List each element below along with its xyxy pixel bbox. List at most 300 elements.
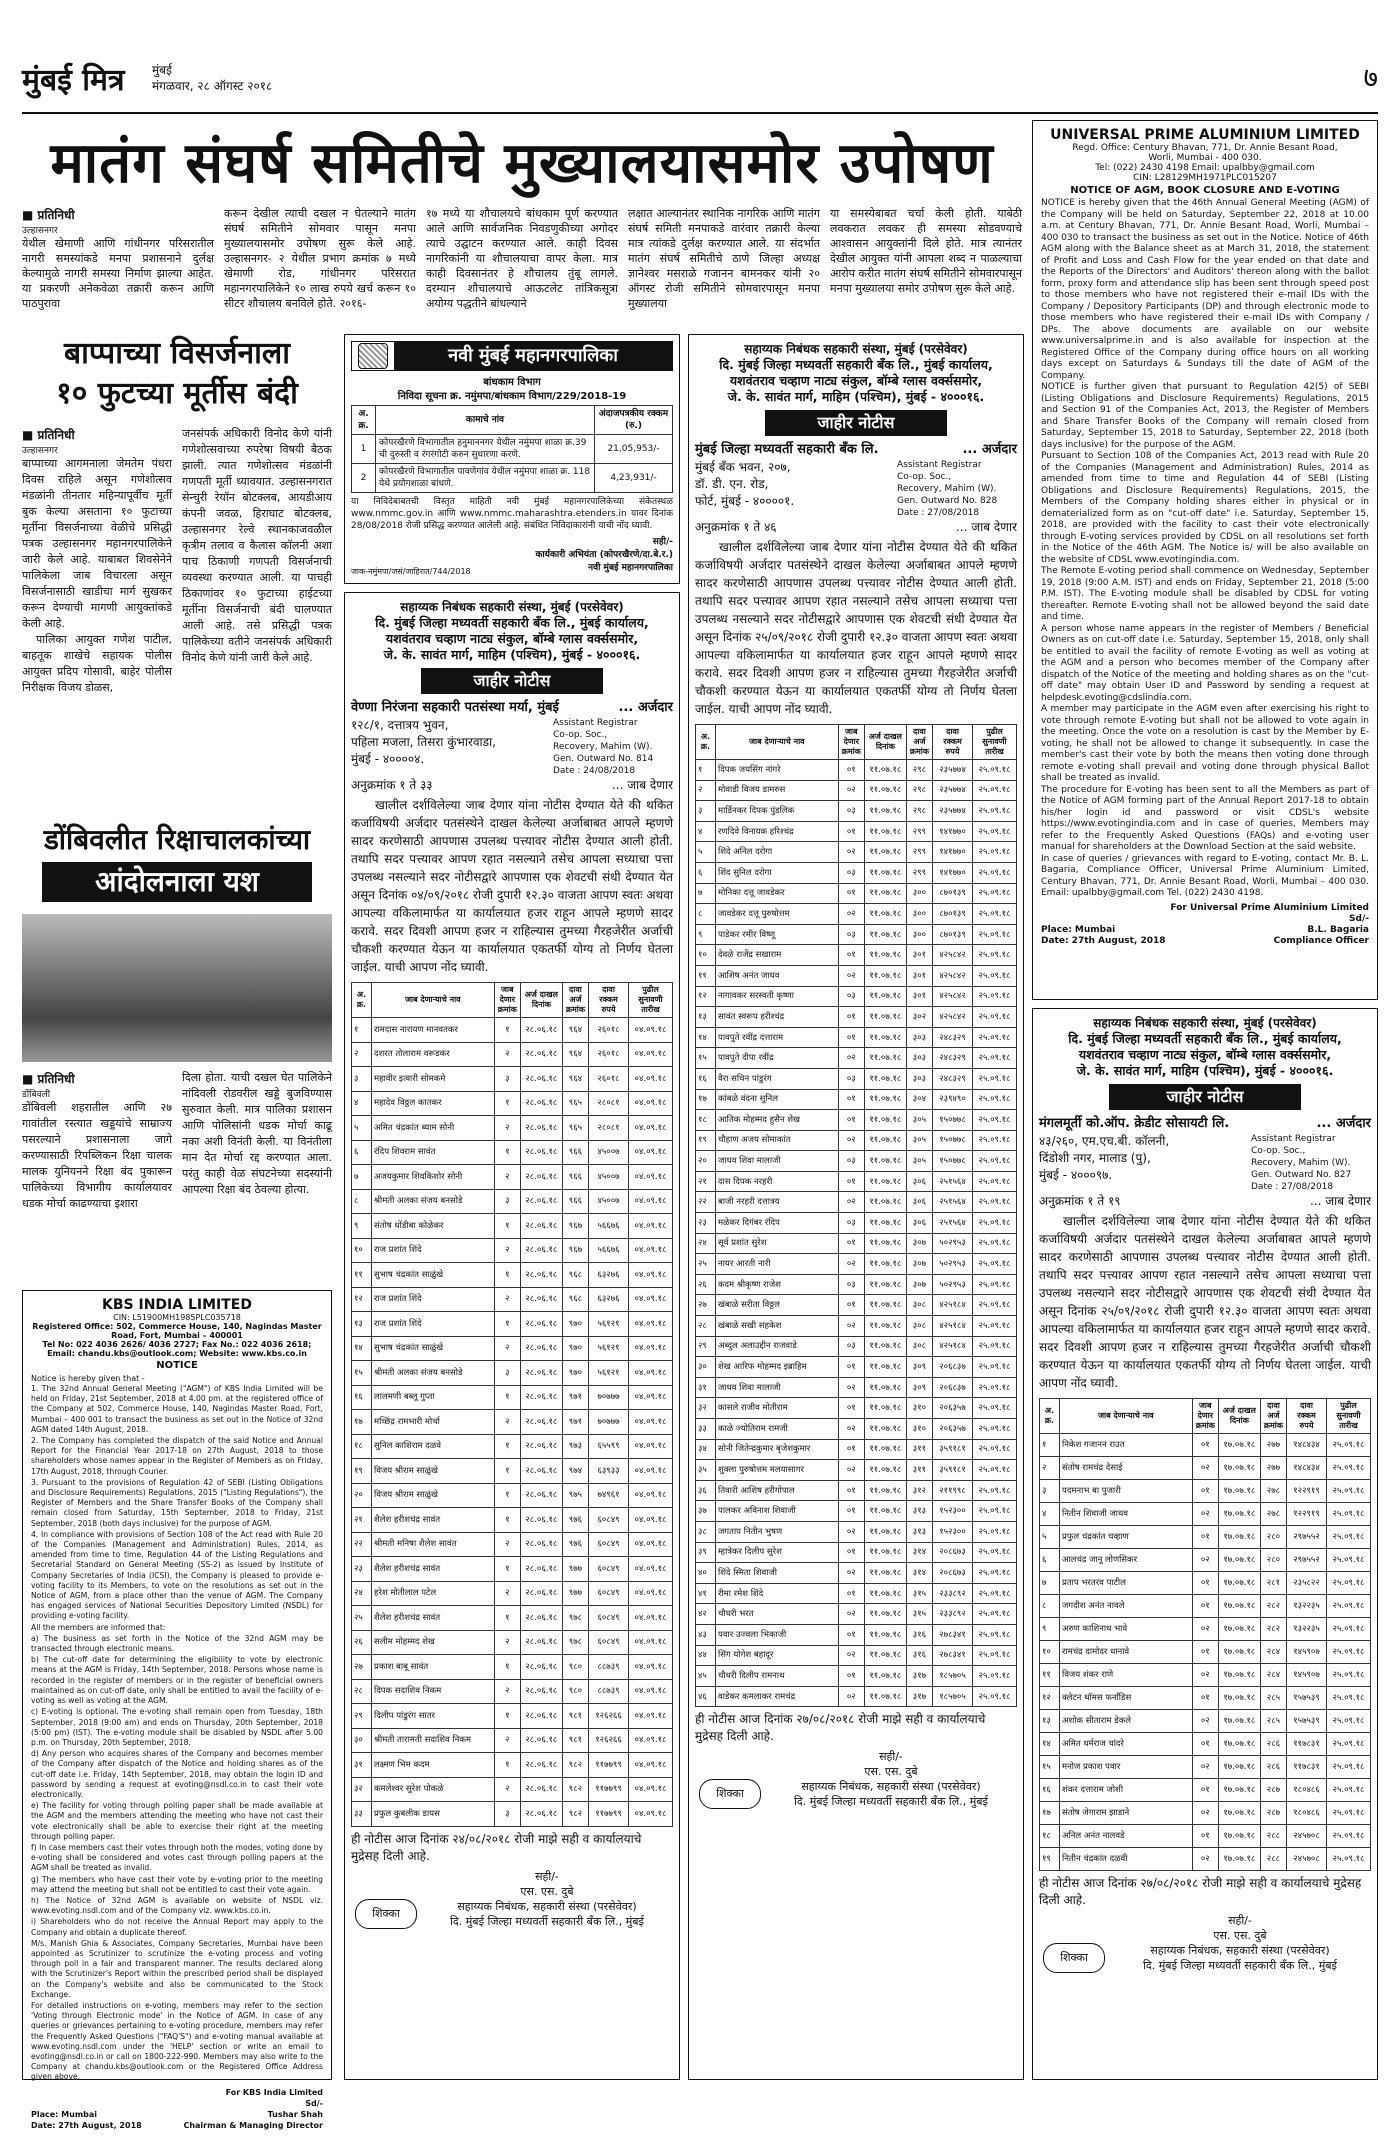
table-row — [696, 1645, 1017, 1666]
notice2-cell: ३०७ — [906, 1274, 932, 1295]
kbs-title: KBS INDIA LIMITED — [102, 1297, 252, 1313]
table-row — [696, 986, 1017, 1007]
notice1-cell: ३३ — [352, 1802, 372, 1827]
notice3-addr-line: मुंबई - ४०००९७. — [1039, 1168, 1113, 1182]
notice1-cell: ०४.०९.१८ — [629, 1483, 673, 1508]
notice1-cell: २८.०६.१८ — [520, 1508, 562, 1533]
notice2-cell: दास दिपक नरहरी — [716, 1171, 839, 1192]
notice3-info-line: Recovery, Mahim (W). — [1251, 1158, 1351, 1168]
table-row — [352, 1753, 673, 1778]
notice2-cell: १४१७७० — [933, 821, 973, 842]
notice1-cell: ९६७ — [562, 1238, 588, 1263]
notice3-cell: ०१ — [1192, 1434, 1218, 1457]
notice2-cell: २९८ — [906, 780, 932, 801]
notice1-cell: २८.०६.१८ — [520, 1238, 562, 1263]
table-row — [696, 1398, 1017, 1419]
notice2-cell: ४२५८४२ — [933, 1007, 973, 1028]
nmmc-dept: बांधकाम विभाग — [483, 377, 541, 388]
notice2-cell: अब्दुल अलाउद्दीन राजवाडे — [716, 1336, 839, 1357]
notice1-cell: २७ — [352, 1655, 372, 1680]
upal-para-8: In case of queries / grievances with regard to E-voting, contact Mr. B. L. Bagaria, Compliance Officer, Universal Prime Aluminium Limited, Century Bhavan, 771, Dr. Annie Besant Road, Worli, Mumbai – 400 030. Email: upalbby@gmail.com Tel. (022) 2430 4198. — [1041, 853, 1369, 898]
notice3-cell: ०१ — [1192, 1480, 1218, 1503]
notice1-cell: १ — [352, 1018, 372, 1043]
table-row — [352, 1802, 673, 1827]
notice1-paragraph: खालील दर्शविलेल्या जाब देणार यांना नोटीस देण्यात येते की थकित कर्जाविषयी अर्जदार पतसंस्थेने दाखल केलेल्या अर्जाबाबत आपले म्हणणे सादर करणेसाठी आपणास उपलब्ध पत्त्यावर नोटीस देण्यात आली होती. तथापि सदर पत्त्यावर आपण रहात नसल्याने तसेच आपला सध्याचा पत्ता उपलब्ध नसल्याने सदर नोटीसद्वारे आपणास एक शेवटची संधी देण्यात येत असून दिनांक ०४/०९/२०१८ रोजी दुपारी १२.३० वाजता आपण स्वतः अथवा आपल्या वकिलामार्फत या कार्यालयात हजर राहून आपले म्हणणे सादर करावे. सदर दिवशी आपण हजर न राहिल्यास तुमच्या गैरहजेरीत अर्जाची चौकशी करण्यात येऊन या कार्यालयात एकतर्फी योग्य तो निर्णय घेतला जाईल. याची आपण नोंद घ्यावी. — [351, 798, 673, 974]
notice3-cell: ०२ — [1192, 1618, 1218, 1641]
notice2-cell: २५.०९.१८ — [973, 1398, 1017, 1419]
notice2-cell: ११.०७.१८ — [864, 1480, 906, 1501]
notice2-cell: ०३ — [838, 1151, 864, 1172]
notice1-cell: २ — [494, 1238, 520, 1263]
notice3-th: जाब देणार क्रमांक — [1192, 1399, 1218, 1434]
notice2-cell: १० — [696, 945, 716, 966]
notice1-cell: १२ — [352, 1287, 372, 1312]
notice1-addr-line: १२८/१, दत्तात्रय भुवन, — [351, 718, 449, 732]
notice2-addr-line: डॉ. डी. एन. रोड, — [695, 477, 769, 491]
notice3-cell: १४८४३४ — [1287, 1434, 1327, 1457]
table-row — [696, 1171, 1017, 1192]
notice1-cell: ०४.०९.१८ — [629, 1410, 673, 1435]
notice3-seal-stamp: शिक्का — [1043, 1943, 1105, 1973]
notice1-cell: ११७७९९ — [589, 1777, 629, 1802]
notice3-cell: विजय शंकर राणे — [1060, 1664, 1193, 1687]
notice1-cell: २ — [494, 1777, 520, 1802]
notice1-cell: १ — [494, 1214, 520, 1239]
notice1-cell: सुभाष चंद्रकांत साळुंखे — [372, 1336, 495, 1361]
notice2-cell: २५.०९.१८ — [973, 1439, 1017, 1460]
notice2-cell: चौहाण अजय सोमाकांत — [716, 1130, 839, 1151]
notice1-cell: ९६५ — [562, 1116, 588, 1141]
notice2-sign-line: सहाय्यक निबंधक, सहकारी संस्था (परसेवेवर) — [801, 1780, 981, 1794]
notice2-cell: ३१२ — [906, 1480, 932, 1501]
public-notice-3 — [1032, 1008, 1378, 2080]
notice1-cell: २ — [494, 1410, 520, 1435]
nmmc-sign-3: नवी मुंबई महानगरपालिका — [588, 563, 673, 573]
notice1-cell: महादेव विठ्ठल कातकर — [372, 1091, 495, 1116]
notice3-cell: १९ — [1040, 1848, 1060, 1871]
notice2-cell: ०३ — [838, 986, 864, 1007]
notice3-cell: २८७ — [1260, 1802, 1286, 1825]
notice2-cell: ३१४ — [906, 1563, 932, 1584]
notice2-cell: ०१ — [838, 1295, 864, 1316]
notice2-cell: ११.०७.१८ — [864, 1645, 906, 1666]
notice2-cell: १५०७७८ — [933, 1110, 973, 1131]
table-row — [696, 1233, 1017, 1254]
notice2-cell: नायर आरती नारी — [716, 1254, 839, 1275]
kbs-item: M/s. Manish Ghia & Associates, Company Secretaries, Mumbai have been appointed as Scrutinizer to scrutinize the e-voting process and voting through poll in a fair and transparent manner. The results declared along with the Scrutinizer's Report within the prescribed period shall be displayed on the Company's website and also be communicated to the Stock Exchange. — [31, 1938, 323, 1999]
notice2-cell: ११.०७.१८ — [864, 945, 906, 966]
notice2-header-3: यशवंतराव चव्हाण नाट्य संकुल, बॉम्बे ग्लास वर्क्ससमोर, — [729, 373, 983, 388]
notice1-cell: ६३२७६ — [589, 1263, 629, 1288]
notice2-body — [695, 341, 1017, 1829]
notice2-header-2: दि. मुंबई जिल्हा मध्यवर्ती सहकारी बँक लि., मुंबई कार्यालय, — [719, 357, 993, 372]
notice1-cell: ०४.०९.१८ — [629, 1287, 673, 1312]
kbs-item: i) Shareholders who do not receive the Annual Report may apply to the Company and obtain a duplicate thereof. — [31, 1917, 323, 1937]
notice2-cell: ३५ — [696, 1460, 716, 1481]
notice2-cell: २५.०९.१८ — [973, 1192, 1017, 1213]
notice2-cell: ३०५ — [906, 1151, 932, 1172]
notice1-cell: ११७७९९ — [589, 1753, 629, 1778]
notice1-sign-line: एस. एस. दुबे — [520, 1884, 574, 1898]
notice1-cell: ४ — [352, 1091, 372, 1116]
table-row — [352, 1238, 673, 1263]
notice1-cell: २८.०६.१८ — [520, 1214, 562, 1239]
notice1-cell: १ — [494, 1655, 520, 1680]
notice2-cell: २५.०९.१८ — [973, 760, 1017, 781]
notice1-cell: ९८१ — [562, 1728, 588, 1753]
notice3-cell: मनोज प्रकाश पवार — [1060, 1756, 1193, 1779]
notice2-sign-line: दि. मुंबई जिल्हा मध्यवर्ती सहकारी बँक लि., मुंबई — [794, 1795, 988, 1809]
notice1-cell: ६०८४९ — [589, 1508, 629, 1533]
notice3-cell: २५.०९.१८ — [1327, 1641, 1371, 1664]
notice3-cell: १२२९१९ — [1287, 1480, 1327, 1503]
notice2-cell: २५.०९.१८ — [973, 1316, 1017, 1337]
notice3-cell: २८४ — [1260, 1664, 1286, 1687]
upal-para-5: A person whose name appears in the register of Members / Beneficial Owners as on cut-off date i.e. Saturday, September 15, 2018, only shall be entitled to avail the facility of remote E-voting as well as voting at the AGM and a person who becomes member of the Company after dispatch of the Notice of the meeting and holding shares as on the "cut-off date" may obtain User ID and Password by sending a request at helpdesk.evoting@cdslindia.com. — [1041, 623, 1369, 703]
notice1-cell: २६०१८ — [589, 1067, 629, 1092]
notice3-cell: १७.०७.१८ — [1218, 1825, 1260, 1848]
notice2-cell: ३०० — [906, 904, 932, 925]
notice2-cell: ३११ — [906, 1460, 932, 1481]
notice3-cell: २५.०९.१८ — [1327, 1825, 1371, 1848]
notice2-info-line: Co-op. Soc., — [897, 472, 952, 482]
notice2-cell: २१ — [696, 1171, 716, 1192]
notice3-footnote: ही नोटीस आज दिनांक २७/०८/२०१८ रोजी माझे सही व कार्यालयाचे मुद्रेसह दिली आहे. — [1039, 1876, 1362, 1907]
kbs-tel: Tel No: 022 4036 2626/ 4036 2727; Fax No.: 022 4036 2618; — [42, 1340, 312, 1349]
table-row — [1040, 1710, 1371, 1733]
notice3-th: दावा अर्ज क्रमांक — [1260, 1399, 1286, 1434]
notice2-cell: २५.०९.१८ — [973, 1480, 1017, 1501]
table-row — [696, 1089, 1017, 1110]
notice1-cell: ६०८४९ — [589, 1532, 629, 1557]
notice1-cell: २८.०६.१८ — [520, 1606, 562, 1631]
notice2-cell: २५.०९.१८ — [973, 1521, 1017, 1542]
notice2-cell: ०१ — [838, 1007, 864, 1028]
table-row — [352, 1459, 673, 1484]
notice2-cell: १४१७७० — [933, 862, 973, 883]
kbs-place: Place: Mumbai — [31, 2109, 98, 2119]
notice2-cell: २५.०९.१८ — [973, 924, 1017, 945]
notice3-sign-line: सहाय्यक निबंधक, सहकारी संस्था (परसेवेवर) — [1150, 1944, 1330, 1957]
notice2-cell: ८७०१३९ — [933, 904, 973, 925]
kbs-item: b) The cut-off date for determining the eligibility to vote by electronic means at the AGM is Friday, 14th September, 2018. Persons whose name is recorded in the register of members or in the register of beneficial owners maintained as on cut-off date, only shall be entitled to avail the facility of e-voting as well as voting at the AGM. — [31, 1655, 323, 1706]
notice1-cell: ५ — [352, 1116, 372, 1141]
notice2-cell: १५२३०० — [933, 1501, 973, 1522]
notice2-cell: ११.०७.१८ — [864, 1192, 906, 1213]
notice2-cell: ०१ — [838, 1439, 864, 1460]
notice3-cell: १२२९१९ — [1287, 1503, 1327, 1526]
notice2-cell: ०२ — [838, 780, 864, 801]
notice3-th: पुढील सुनावणी तारीख — [1327, 1399, 1371, 1434]
notice2-cell: म्हात्रेकर दिलीप सुरेश — [716, 1542, 839, 1563]
notice1-cell: २६०१८ — [589, 1018, 629, 1043]
upal-title: UNIVERSAL PRIME ALUMINIUM LIMITED — [1050, 127, 1360, 143]
notice3-cell: २८५ — [1260, 1710, 1286, 1733]
kbs-items — [31, 1384, 323, 2083]
notice2-cell: ०३ — [838, 1336, 864, 1357]
notice2-cell: मोनिका दत्तू जावडेकर — [716, 883, 839, 904]
table-row — [1040, 1434, 1371, 1457]
notice3-cell: २५.०९.१८ — [1327, 1595, 1371, 1618]
notice3-info-line: Assistant Registrar — [1251, 1134, 1336, 1144]
notice1-cell: ८८७३९ — [589, 1679, 629, 1704]
notice2-cell: ११.०७.१८ — [864, 986, 906, 1007]
notice2-cell: १ — [696, 760, 716, 781]
kbs-item: h) The Notice of 32nd AGM is available on website of NSDL viz. www.evoting.nsdl.com and of the Company viz. www.kbs.co.in. — [31, 1895, 323, 1916]
notice1-cell: २८.०६.१८ — [520, 1165, 562, 1190]
notice2-cell: ११.०७.१८ — [864, 1604, 906, 1625]
notice2-cell: ०३ — [838, 801, 864, 822]
table-row — [352, 1336, 673, 1361]
notice1-cell: अजयकुमार शिवकिशोर सोनी — [372, 1165, 495, 1190]
notice2-cell: २५.०९.१८ — [973, 1233, 1017, 1254]
notice1-cell: ८८७३९ — [589, 1655, 629, 1680]
kbs-subject: NOTICE — [156, 1360, 198, 1371]
notice1-cell: ९७७ — [562, 1581, 588, 1606]
notice3-cell: २९७५५२ — [1287, 1526, 1327, 1549]
table-row — [696, 1563, 1017, 1584]
upal-para-7: The procedure for E-voting has been sent to all the Members as part of the Notice of AGM forming part of the Annual Report 2017-18 to obtain his/her login id and password or visit CDSL's website https://www.evotingindia.com and in case of queries, Members may refer to the Frequently Asked Questions (FAQs) and e-voting user manual for shareholders at the Download Section at the said website. — [1041, 784, 1369, 852]
notice1-info-line: Recovery, Mahim (W). — [553, 742, 653, 752]
notice2-cell: ११.०७.१८ — [864, 1295, 906, 1316]
notice1-cell: ७ — [352, 1165, 372, 1190]
notice2-cell: ११.०७.१८ — [864, 1624, 906, 1645]
table-row — [696, 801, 1017, 822]
notice3-cell: २७७ — [1260, 1457, 1286, 1480]
notice2-sign-line: एस. एस. दुबे — [864, 1765, 918, 1779]
notice3-cell: २४५७०८ — [1287, 1825, 1327, 1848]
notice1-cell: ०४.०९.१८ — [629, 1312, 673, 1337]
notice1-cell: २८.०६.१८ — [520, 1263, 562, 1288]
notice1-cell: ०४.०९.१८ — [629, 1238, 673, 1263]
notice1-cell: राज प्रशांत शिंदे — [372, 1312, 495, 1337]
notice2-cell: ११.०७.१८ — [864, 1007, 906, 1028]
upal-name: B.L. Bagaria — [1307, 924, 1369, 935]
notice3-cell: ०२ — [1192, 1503, 1218, 1526]
notice2-cell: ११.०७.१८ — [864, 924, 906, 945]
notice2-cell: ०१ — [838, 760, 864, 781]
notice3-addr-line: दिंडोशी नगर, मालाड (पु), — [1039, 1151, 1151, 1165]
notice3-cell: २८० — [1260, 1526, 1286, 1549]
table-row — [696, 1501, 1017, 1522]
table-row — [352, 1018, 673, 1043]
notice2-cell: ११.०७.१८ — [864, 965, 906, 986]
upal-addr-1: Regd. Office: Century Bhavan, 771, Dr. Annie Besant Road, — [1072, 143, 1338, 153]
notice2-cell: ३१३ — [906, 1521, 932, 1542]
table-row — [696, 1439, 1017, 1460]
notice2-cell: ३१० — [906, 1398, 932, 1419]
kbs-item: All the members are informed that: — [31, 1622, 166, 1632]
notice1-cell: २८.०६.१८ — [520, 1116, 562, 1141]
notice3-cell: १७.०७.१८ — [1218, 1526, 1260, 1549]
notice3-cell: २५.०९.१८ — [1327, 1802, 1371, 1825]
notice3-cell: २८८ — [1260, 1848, 1286, 1871]
notice3-cell: ९ — [1040, 1618, 1060, 1641]
masthead-date: मंगळवार, २८ ऑगस्ट २०१८ — [152, 79, 273, 93]
table-row — [352, 1777, 673, 1802]
notice1-cell: १ — [494, 1091, 520, 1116]
notice1-cell: ९७६ — [562, 1532, 588, 1557]
notice2-cell: ३०९ — [906, 1377, 932, 1398]
notice1-cell: २८.०६.१८ — [520, 1704, 562, 1729]
notice2-cell: सूर्व प्रशांत सुरेश — [716, 1233, 839, 1254]
notice2-th: जाब देणार क्रमांक — [838, 725, 864, 760]
table-row — [352, 435, 673, 464]
notice1-seal-stamp: शिक्का — [355, 1899, 417, 1929]
notice2-cell: २३५७७४ — [933, 801, 973, 822]
notice2-cell: २५.०९.१८ — [973, 1110, 1017, 1131]
table-row — [352, 1140, 673, 1165]
story3-headline-2: आंदोलनाला यश — [42, 862, 312, 902]
notice2-cell: वैरा सचिन पांडुरंग — [716, 1068, 839, 1089]
notice2-cell: ११.०७.१८ — [864, 862, 906, 883]
notice1-cell: १४ — [352, 1336, 372, 1361]
notice1-cell: ३ — [352, 1067, 372, 1092]
notice3-cell: २५.०९.१८ — [1327, 1526, 1371, 1549]
table-row — [696, 1686, 1017, 1707]
notice1-th: अ. क्र. — [352, 983, 372, 1018]
table-row — [696, 1336, 1017, 1357]
table-row — [1040, 1733, 1371, 1756]
notice1-cell: कमलेश्वर सुरेश पोकळे — [372, 1777, 495, 1802]
notice3-cell: १७.०७.१८ — [1218, 1457, 1260, 1480]
notice1-th: अर्ज दाखल दिनांक — [520, 983, 562, 1018]
notice1-cell: ११७७९९ — [589, 1802, 629, 1827]
table-row — [352, 1042, 673, 1067]
notice1-addr-line: मुंबई - ४००००४. — [351, 752, 425, 766]
notice1-footnote: ही नोटीस आज दिनांक २४/०८/२०१८ रोजी माझे सही व कार्यालयाचे मुद्रेसह दिली आहे. — [351, 1831, 642, 1863]
story2-col-1: बाप्पाच्या आगमनाला जेमतेम पंधरा दिवस राहिले असून गणेशोत्सव मंडळांनी तीनतार महिन्यापूर्वीच मूर्ती बुक केल्या असताना १० फुटाच्या मूर्तीना विसर्जनाच्या वेळीचे प्रसिद्धी पत्रक उल्हासनगर महानगरपालिकेने जारी केले आहे. याबाबत शिवसेनेने पालिकेला जाब विचारला असून विसर्जनासाठी खाडीचा मार्ग सुखकर करून देण्याची मागणी आयुक्तांकडे केली आहे. — [22, 457, 172, 630]
notice3-cell: ०१ — [1192, 1825, 1218, 1848]
notice1-cell: दिलीप पांडुरंग सातर — [372, 1704, 495, 1729]
upal-subject: NOTICE OF AGM, BOOK CLOSURE AND E-VOTING — [1070, 185, 1340, 196]
upal-date: Date: 27th August, 2018 — [1041, 935, 1166, 946]
kbs-cin: CIN: L51900MH1985PLC035718 — [113, 1313, 241, 1322]
notice2-cell: ११.०७.१८ — [864, 1521, 906, 1542]
table-row — [1040, 1595, 1371, 1618]
notice1-cell: ०४.०९.१८ — [629, 1434, 673, 1459]
notice3-header-2: दि. मुंबई जिल्हा मध्यवर्ती सहकारी बँक लि., मुंबई कार्यालय, — [1068, 1031, 1342, 1046]
notice3-cell: १८०४८६ — [1287, 1802, 1327, 1825]
notice2-cell: २५.०९.१८ — [973, 1254, 1017, 1275]
table-row — [1040, 1457, 1371, 1480]
notice2-cell: ०२ — [838, 1192, 864, 1213]
notice1-cell: प्रफुल कुबलीक डायस — [372, 1802, 495, 1827]
story3-place: डोंबिवली — [22, 1090, 51, 1100]
notice1-cell: ३ — [494, 1067, 520, 1092]
notice1-cell: १ — [494, 1385, 520, 1410]
notice2-cell: ११.०७.१८ — [864, 1027, 906, 1048]
table-row — [352, 1655, 673, 1680]
notice2-office-info — [897, 459, 1017, 519]
notice3-cell: १७.०७.१८ — [1218, 1802, 1260, 1825]
notice2-cell: ११.०७.१८ — [864, 1048, 906, 1069]
notice3-cell: १७ — [1040, 1802, 1060, 1825]
notice3-cell: ३ — [1040, 1480, 1060, 1503]
notice2-cell: १८५७०५ — [933, 1686, 973, 1707]
notice3-cell: २८४ — [1260, 1641, 1286, 1664]
notice1-cell: ०४.०९.१८ — [629, 1116, 673, 1141]
notice3-cell: नितीन चंद्रकांत दळवी — [1060, 1848, 1193, 1871]
story2-byline-text: प्रतिनिधी — [37, 428, 75, 442]
nmmc-table — [351, 405, 673, 493]
notice3-cell: १८०४८६ — [1287, 1779, 1327, 1802]
notice2-cell: ०२ — [838, 1563, 864, 1584]
table-row — [352, 1287, 673, 1312]
notice2-respondent-role: ... जाब देणार — [955, 520, 1017, 534]
notice1-cell: २ — [494, 1581, 520, 1606]
notice2-cell: ४५ — [696, 1666, 716, 1687]
nmmc-sign-2: कार्यकारी अभियंता (कोपरखैरणे/दा.बे.र.) — [535, 550, 673, 560]
table-row — [352, 1116, 673, 1141]
notice1-cell: ०४.०९.१८ — [629, 1532, 673, 1557]
notice2-cell: पाडेकर रमीर विष्णू — [716, 924, 839, 945]
notice1-cell: २८.०६.१८ — [520, 1287, 562, 1312]
table-row — [352, 1483, 673, 1508]
notice2-cell: ३५९१८१ — [933, 1460, 973, 1481]
notice2-cell: ०३ — [838, 1213, 864, 1234]
table-row — [696, 760, 1017, 781]
notice1-cell: ९७८ — [562, 1630, 588, 1655]
notice1-cell: श्रीमती अलका संजय बनसोडे — [372, 1361, 495, 1386]
notice1-cell: ९६७ — [562, 1214, 588, 1239]
table-row — [696, 965, 1017, 986]
notice3-cell: १७.०७.१८ — [1218, 1756, 1260, 1779]
table-row — [696, 1666, 1017, 1687]
notice1-cell: ५६१२१ — [589, 1336, 629, 1361]
notice2-cell: २९८ — [906, 760, 932, 781]
notice2-cell: ३११ — [906, 1439, 932, 1460]
table-row — [696, 1624, 1017, 1645]
notice3-respondent-role: ... जाब देणार — [1309, 1194, 1371, 1208]
table-row — [696, 842, 1017, 863]
notice3-cell: ८ — [1040, 1595, 1060, 1618]
notice2-cell: ०२ — [838, 1419, 864, 1440]
notice2-cell: १३ — [696, 1007, 716, 1028]
notice2-cell: ३०७ — [906, 1233, 932, 1254]
notice2-cell: ४४ — [696, 1645, 716, 1666]
notice2-cell: ०३ — [838, 1068, 864, 1089]
notice2-cell: २३ — [696, 1213, 716, 1234]
notice2-cell: २५.०९.१८ — [973, 1377, 1017, 1398]
notice2-cell: १४ — [696, 1027, 716, 1048]
notice2-cell: ११.०७.१८ — [864, 1213, 906, 1234]
notice3-role: ... अर्जदार — [1316, 1116, 1371, 1131]
notice1-cell: ०४.०९.१८ — [629, 1361, 673, 1386]
notice2-cell: ३०७ — [906, 1254, 932, 1275]
notice2-cell: २४ — [696, 1233, 716, 1254]
notice2-cell: मळेकर दिगंबर रंदिप — [716, 1213, 839, 1234]
notice2-cell: ०२ — [838, 1604, 864, 1625]
notice2-cell: २५.०९.१८ — [973, 1007, 1017, 1028]
notice1-cell: ०४.०९.१८ — [629, 1606, 673, 1631]
notice2-cell: ०२ — [838, 1130, 864, 1151]
notice2-cell: २५.०९.१८ — [973, 1542, 1017, 1563]
notice1-cell: २८.०६.१८ — [520, 1091, 562, 1116]
table-row — [696, 1377, 1017, 1398]
table-row — [696, 1192, 1017, 1213]
notice2-cell: बाजी नरहरी दत्तात्रय — [716, 1192, 839, 1213]
notice1-info-line: Date : 24/08/2018 — [553, 766, 636, 776]
notice3-cell: ११ — [1040, 1664, 1060, 1687]
table-row — [696, 1583, 1017, 1604]
notice3-cell: १७.०७.१८ — [1218, 1848, 1260, 1871]
notice1-cell: शैलेश हरीशचंद्र सावंत — [372, 1606, 495, 1631]
notice2-cell: ३०३ — [906, 1027, 932, 1048]
notice2-cell: ०१ — [838, 1542, 864, 1563]
notice2-cell: १४१७७० — [933, 842, 973, 863]
notice1-cell: ९८२ — [562, 1777, 588, 1802]
